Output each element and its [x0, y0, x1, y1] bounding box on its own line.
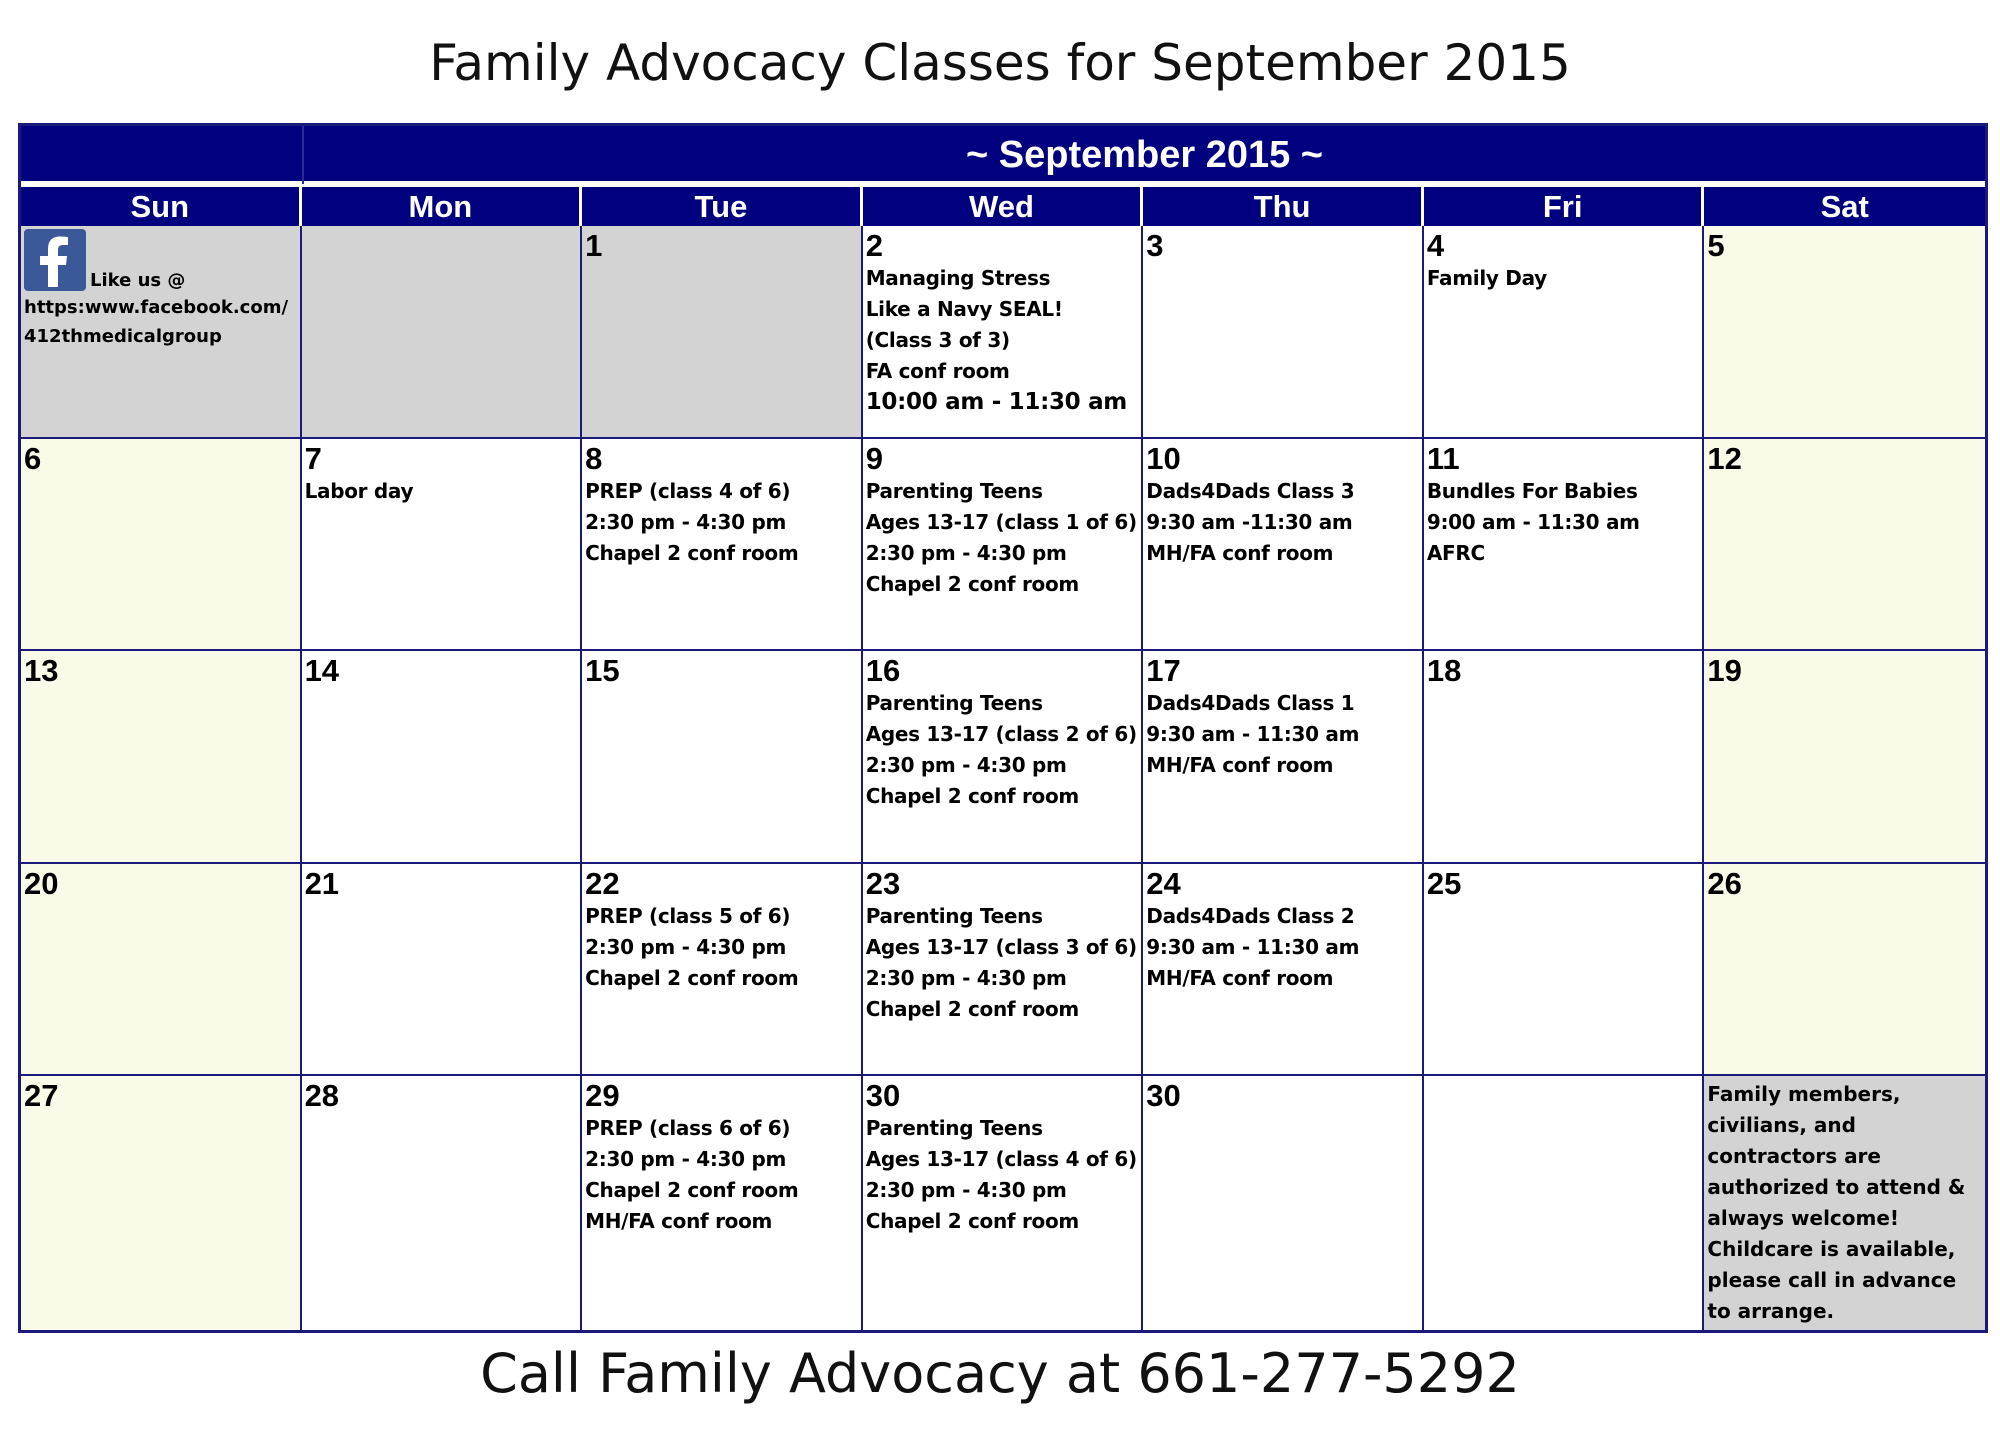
day-number: 13 — [24, 653, 59, 688]
calendar-day-cell — [21, 1076, 302, 1330]
calendar-day-cell — [302, 864, 583, 1077]
day-number: 25 — [1426, 865, 1462, 901]
footer-contact: Call Family Advocacy at 661-277-5292 — [480, 1342, 1520, 1405]
event-details: Dads4Dads Class 3 9:30 am -11:30 am MH/FA conf room — [1146, 478, 1355, 565]
facebook-like-row — [24, 229, 297, 291]
day-number: 7 — [304, 440, 322, 476]
calendar-day-cell — [21, 439, 302, 652]
calendar — [18, 123, 1988, 1333]
calendar-day-cell — [863, 651, 1144, 864]
calendar-day-cell — [1424, 651, 1705, 864]
calendar-day-cell — [302, 651, 583, 864]
day-number: 17 — [1146, 653, 1181, 688]
attendance-note-cell — [1704, 1076, 1985, 1330]
calendar-day-cell — [582, 864, 863, 1077]
calendar-day-cell — [863, 226, 1144, 439]
day-number: 29 — [585, 1078, 620, 1113]
calendar-day-cell — [1143, 864, 1424, 1077]
event-details: Parenting Teens Ages 13-17 (class 1 of 6) 2:30 pm - 4:30 pm Chapel 2 conf room — [865, 478, 1137, 596]
attendance-note: Family members, civilians, and contractors are authorized to attend & always welcome! Childcare is available, please call in advance to arrange. — [1707, 1082, 1966, 1323]
weekday-header-row — [21, 187, 1985, 226]
event-details: Dads4Dads Class 2 9:30 am - 11:30 am MH/FA conf room — [1146, 903, 1360, 990]
day-number: 3 — [1146, 228, 1164, 263]
weekday-wed: Wed — [863, 187, 1144, 226]
day-number: 27 — [24, 1078, 59, 1113]
event-details: Bundles For Babies 9:00 am - 11:30 am AFRC — [1426, 478, 1640, 565]
page-title: Family Advocacy Classes for September 2015 — [429, 34, 1571, 92]
day-number: 10 — [1146, 440, 1181, 476]
day-number: 23 — [865, 865, 901, 901]
facebook-icon[interactable] — [24, 229, 86, 291]
day-number: 30 — [865, 1078, 901, 1113]
day-number: 15 — [585, 653, 620, 688]
facebook-like-label: Like us @ — [90, 270, 186, 291]
day-number: 8 — [585, 440, 603, 476]
calendar-grid — [21, 226, 1985, 1330]
calendar-day-cell — [302, 1076, 583, 1330]
day-number: 9 — [865, 440, 883, 476]
day-number: 2 — [865, 228, 883, 263]
weekday-tue: Tue — [582, 187, 863, 226]
calendar-day-cell — [1143, 439, 1424, 652]
day-number: 19 — [1707, 653, 1742, 688]
event-details: Dads4Dads Class 1 9:30 am - 11:30 am MH/FA conf room — [1146, 691, 1360, 777]
weekday-sun: Sun — [21, 187, 302, 226]
event-details: Labor day — [304, 478, 414, 503]
event-details: PREP (class 6 of 6) 2:30 pm - 4:30 pm Chapel 2 conf room MH/FA conf room — [585, 1116, 799, 1233]
calendar-day-cell — [302, 226, 583, 439]
event-details: Parenting Teens Ages 13-17 (class 2 of 6) 2:30 pm - 4:30 pm Chapel 2 conf room — [865, 691, 1137, 808]
day-number: 22 — [585, 865, 620, 901]
day-number: 20 — [24, 865, 59, 901]
day-number: 26 — [1707, 865, 1742, 901]
weekday-thu: Thu — [1143, 187, 1424, 226]
day-number: 16 — [865, 653, 901, 688]
event-details: Family Day — [1426, 266, 1547, 290]
calendar-day-cell — [1704, 439, 1985, 652]
day-number: 5 — [1707, 228, 1725, 263]
weekday-fri: Fri — [1424, 187, 1705, 226]
calendar-day-cell — [21, 864, 302, 1077]
calendar-day-cell — [582, 439, 863, 652]
weekday-mon: Mon — [302, 187, 583, 226]
month-bar-spacer — [21, 126, 304, 184]
day-number: 1 — [585, 228, 603, 263]
day-number — [305, 229, 578, 263]
calendar-day-cell — [863, 439, 1144, 652]
calendar-day-cell — [1704, 226, 1985, 439]
calendar-day-cell — [582, 226, 863, 439]
day-number: 18 — [1426, 653, 1462, 688]
day-number: 12 — [1707, 440, 1742, 476]
day-number: 30 — [1146, 1078, 1181, 1113]
day-number: 4 — [1426, 228, 1445, 263]
month-title: ~ September 2015 ~ — [966, 134, 1323, 176]
event-time-text: 10:00 am - 11:30 am — [865, 389, 1127, 415]
calendar-day-cell — [21, 651, 302, 864]
day-number — [1427, 1079, 1700, 1113]
calendar-day-cell — [1143, 651, 1424, 864]
calendar-day-cell — [582, 1076, 863, 1330]
event-details: Parenting Teens Ages 13-17 (class 3 of 6) 2:30 pm - 4:30 pm Chapel 2 conf room — [865, 903, 1137, 1021]
event-details: PREP (class 4 of 6) 2:30 pm - 4:30 pm Chapel 2 conf room — [585, 478, 799, 565]
weekday-sat: Sat — [1820, 189, 1869, 224]
calendar-day-cell — [863, 1076, 1144, 1330]
calendar-day-cell — [1704, 651, 1985, 864]
calendar-day-cell — [302, 439, 583, 652]
event-details: PREP (class 5 of 6) 2:30 pm - 4:30 pm Chapel 2 conf room — [585, 903, 799, 990]
day-number: 6 — [24, 440, 42, 476]
calendar-day-cell — [1424, 439, 1705, 652]
calendar-day-cell — [1424, 1076, 1705, 1330]
day-number: 21 — [304, 865, 340, 901]
month-bar — [21, 126, 1985, 184]
calendar-day-cell — [1704, 864, 1985, 1077]
event-time — [866, 387, 1139, 418]
day-number: 11 — [1426, 440, 1460, 476]
calendar-day-cell — [1143, 226, 1424, 439]
calendar-day-cell — [582, 651, 863, 864]
facebook-promo-cell — [21, 226, 302, 439]
calendar-day-cell — [1424, 226, 1705, 439]
event-details: Parenting Teens Ages 13-17 (class 4 of 6) 2:30 pm - 4:30 pm Chapel 2 conf room — [865, 1116, 1137, 1233]
calendar-day-cell — [1424, 864, 1705, 1077]
calendar-day-cell — [863, 864, 1144, 1077]
calendar-day-cell — [1143, 1076, 1424, 1330]
day-number: 24 — [1146, 865, 1181, 901]
facebook-url-link[interactable]: https:www.facebook.com/412thmedicalgroup — [24, 297, 289, 347]
day-number: 14 — [304, 653, 340, 688]
event-details: Managing Stress Like a Navy SEAL! (Class 3 of 3) FA conf room — [865, 266, 1063, 383]
day-number: 28 — [304, 1078, 340, 1113]
